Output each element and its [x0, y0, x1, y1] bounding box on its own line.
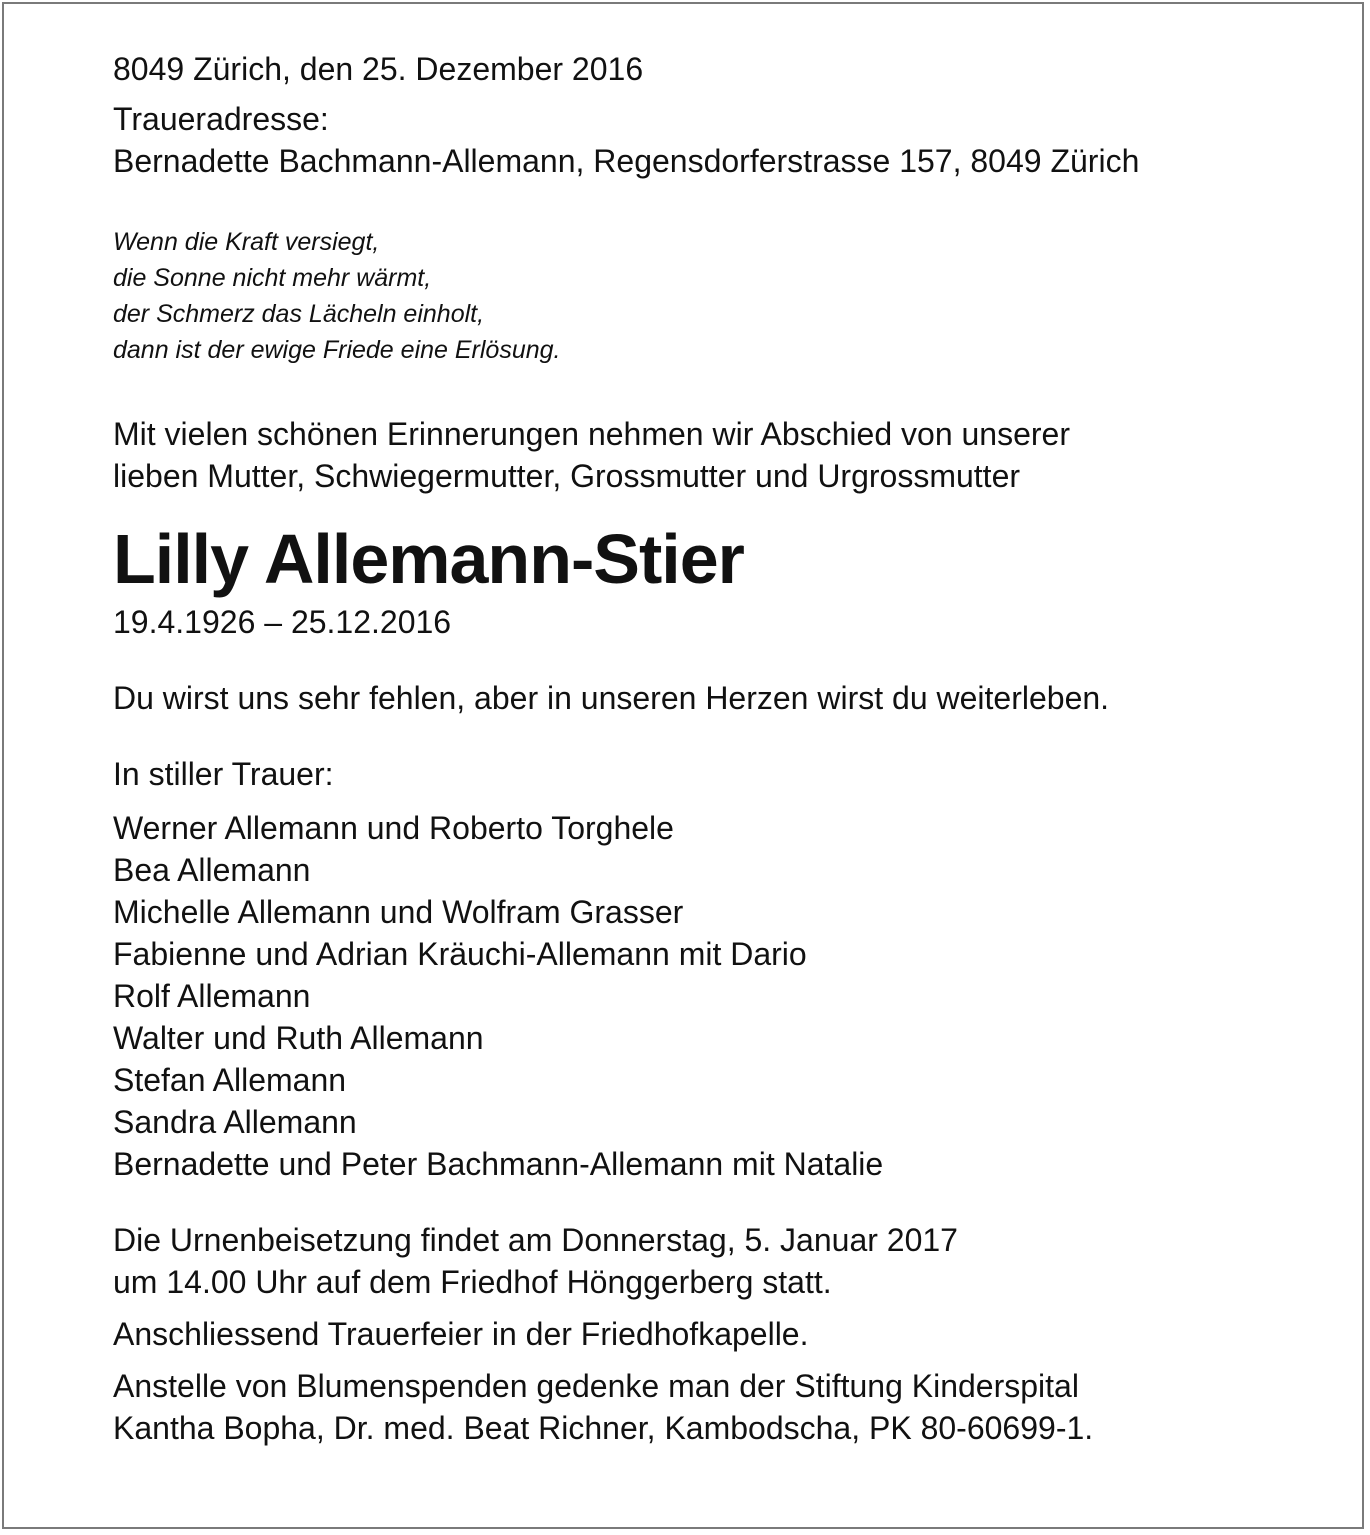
intro-line: Mit vielen schönen Erinnerungen nehmen wir Abschied von unserer — [113, 416, 1070, 452]
poem-line: Wenn die Kraft versiegt, — [113, 228, 380, 256]
mourner-item: Bernadette und Peter Bachmann-Allemann mit Natalie — [113, 1146, 884, 1182]
address-label: Traueradresse: — [113, 101, 329, 137]
place-date: 8049 Zürich, den 25. Dezember 2016 — [113, 51, 644, 87]
lifespan: 19.4.1926 – 25.12.2016 — [113, 604, 452, 640]
burial-info — [113, 1219, 1313, 1303]
deceased-name: Lilly Allemann-Stier — [113, 520, 744, 598]
burial-line: Die Urnenbeisetzung findet am Donnerstag, 5. Januar 2017 — [113, 1222, 958, 1258]
ceremony-info: Anschliessend Trauerfeier in der Friedhofkapelle. — [113, 1316, 809, 1352]
farewell-quote: Du wirst uns sehr fehlen, aber in unseren Herzen wirst du weiterleben. — [113, 680, 1110, 716]
burial-line: um 14.00 Uhr auf dem Friedhof Hönggerberg statt. — [113, 1264, 832, 1300]
mourner-item: Sandra Allemann — [113, 1104, 357, 1140]
donation-info — [113, 1365, 1313, 1449]
poem-line: der Schmerz das Lächeln einholt, — [113, 300, 485, 328]
mourning-address — [113, 98, 1313, 182]
mourner-item: Rolf Allemann — [113, 978, 311, 1014]
mourner-item: Bea Allemann — [113, 852, 311, 888]
mourner-item: Walter und Ruth Allemann — [113, 1020, 484, 1056]
obituary-notice — [113, 48, 1313, 1449]
intro-text — [113, 413, 1313, 497]
mourner-item: Stefan Allemann — [113, 1062, 347, 1098]
poem-line: die Sonne nicht mehr wärmt, — [113, 264, 432, 292]
mourners-list — [113, 807, 1313, 1185]
poem — [113, 224, 1313, 368]
mourner-item: Werner Allemann und Roberto Torghele — [113, 810, 674, 846]
donation-line: Kantha Bopha, Dr. med. Beat Richner, Kambodscha, PK 80-60699-1. — [113, 1410, 1094, 1446]
address-text: Bernadette Bachmann-Allemann, Regensdorferstrasse 157, 8049 Zürich — [113, 143, 1140, 179]
donation-line: Anstelle von Blumenspenden gedenke man der Stiftung Kinderspital — [113, 1368, 1079, 1404]
mourner-item: Fabienne und Adrian Kräuchi-Allemann mit Dario — [113, 936, 807, 972]
mourning-label: In stiller Trauer: — [113, 756, 334, 792]
mourner-item: Michelle Allemann und Wolfram Grasser — [113, 894, 684, 930]
poem-line: dann ist der ewige Friede eine Erlösung. — [113, 336, 561, 364]
intro-line: lieben Mutter, Schwiegermutter, Grossmutter und Urgrossmutter — [113, 458, 1021, 494]
